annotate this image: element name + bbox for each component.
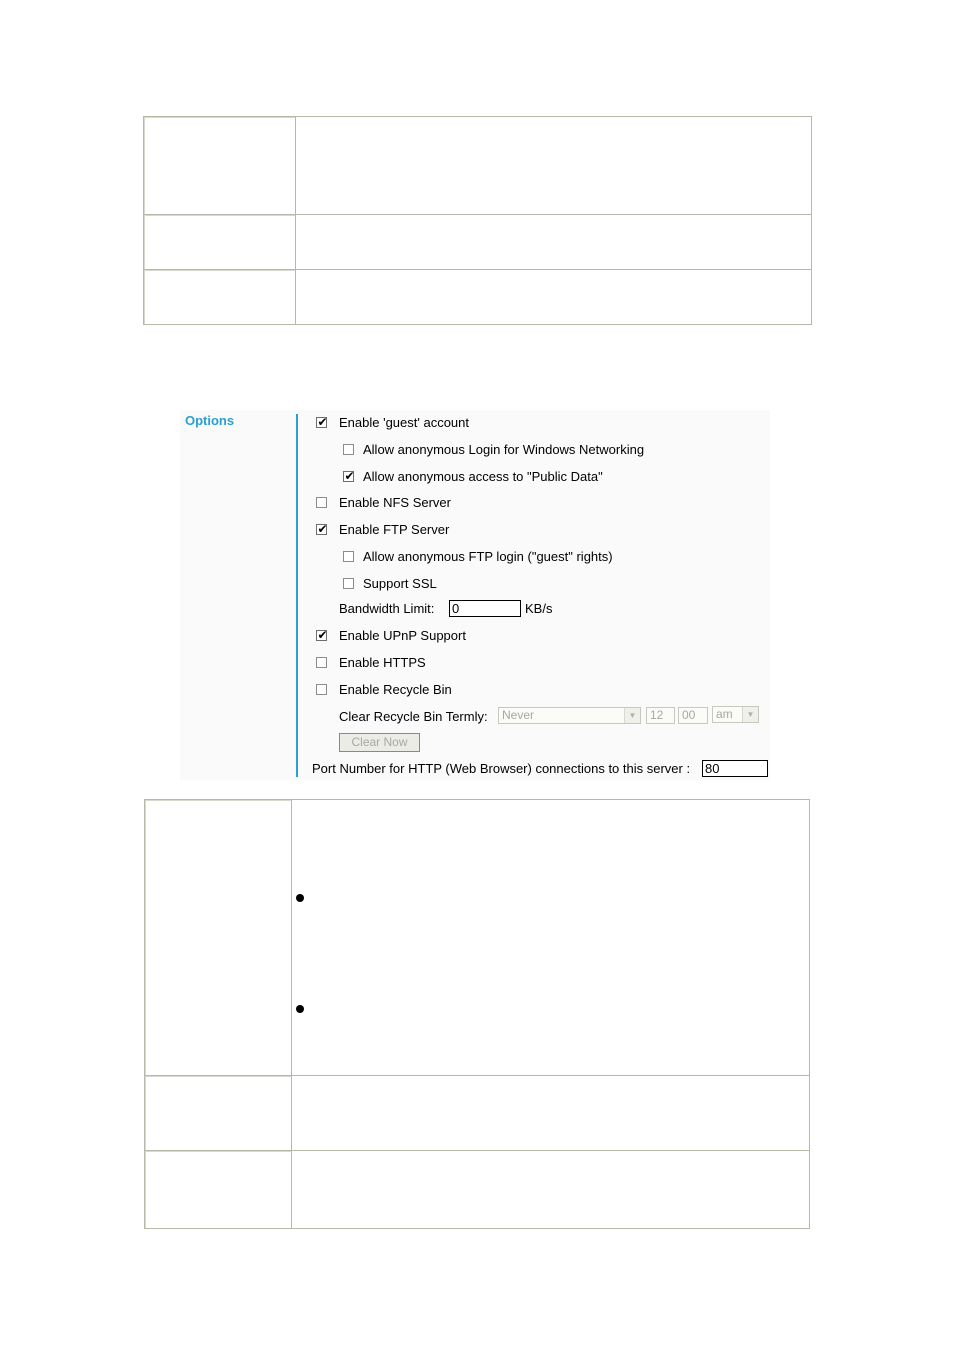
- table-cell: [296, 117, 812, 215]
- enable-upnp-checkbox[interactable]: [316, 630, 327, 641]
- check-icon: ✔: [317, 522, 328, 536]
- table-cell: [144, 215, 296, 270]
- bullet-icon: [296, 894, 304, 902]
- allow-anon-ftp-checkbox[interactable]: [343, 551, 354, 562]
- enable-ftp-label: Enable FTP Server: [339, 522, 450, 537]
- table-row: [145, 1076, 810, 1151]
- table-cell: [292, 800, 810, 1076]
- allow-anon-windows-checkbox[interactable]: [343, 444, 354, 455]
- clear-term-select[interactable]: [498, 707, 641, 724]
- allow-anon-ftp-label: Allow anonymous FTP login ("guest" rights): [363, 549, 613, 564]
- support-ssl-label: Support SSL: [363, 576, 437, 591]
- table-cell: [292, 1076, 810, 1151]
- clear-term-label: Clear Recycle Bin Termly:: [339, 709, 488, 724]
- ampm-select[interactable]: [712, 706, 759, 723]
- http-port-input[interactable]: 80: [702, 760, 768, 777]
- http-port-label: Port Number for HTTP (Web Browser) connections to this server :: [312, 761, 691, 776]
- chevron-down-icon: ▼: [624, 708, 640, 723]
- enable-upnp-label: Enable UPnP Support: [339, 628, 466, 643]
- table-cell: [296, 270, 812, 325]
- table-row: [144, 215, 812, 270]
- options-divider: [296, 414, 298, 777]
- table-row: [144, 117, 812, 215]
- bullet-icon: [296, 1005, 304, 1013]
- table-row: [145, 800, 810, 1076]
- enable-recycle-label: Enable Recycle Bin: [339, 682, 452, 697]
- table-cell: [144, 117, 296, 215]
- support-ssl-checkbox[interactable]: [343, 578, 354, 589]
- enable-recycle-checkbox[interactable]: [316, 684, 327, 695]
- options-section-label: Options: [185, 413, 235, 428]
- check-icon: ✔: [317, 415, 328, 429]
- enable-nfs-label: Enable NFS Server: [339, 495, 451, 510]
- table-cell: [145, 800, 292, 1076]
- enable-https-label: Enable HTTPS: [339, 655, 426, 670]
- allow-anon-public-checkbox[interactable]: [343, 471, 354, 482]
- clear-hour-input[interactable]: 12: [646, 707, 675, 724]
- check-icon: ✔: [344, 469, 355, 483]
- allow-anon-windows-label: Allow anonymous Login for Windows Networking: [363, 442, 645, 457]
- check-icon: ✔: [317, 628, 328, 642]
- table-row: [144, 270, 812, 325]
- clear-now-button[interactable]: Clear Now: [339, 733, 420, 752]
- table-cell: [292, 1151, 810, 1229]
- clear-minute-input[interactable]: 00: [678, 707, 708, 724]
- bandwidth-unit: KB/s: [525, 601, 553, 616]
- top-table: [143, 116, 812, 325]
- clear-term-selected: Never: [502, 708, 535, 722]
- enable-nfs-checkbox[interactable]: [316, 497, 327, 508]
- allow-anon-public-label: Allow anonymous access to "Public Data": [363, 469, 603, 484]
- bandwidth-label: Bandwidth Limit:: [339, 601, 435, 616]
- enable-guest-checkbox[interactable]: [316, 417, 327, 428]
- enable-https-checkbox[interactable]: [316, 657, 327, 668]
- table-row: [145, 1151, 810, 1229]
- table-cell: [145, 1151, 292, 1229]
- ampm-selected: am: [716, 707, 733, 721]
- chevron-down-icon: ▼: [742, 707, 758, 722]
- enable-guest-label: Enable 'guest' account: [339, 415, 469, 430]
- table-cell: [296, 215, 812, 270]
- table-cell: [145, 1076, 292, 1151]
- table-cell: [144, 270, 296, 325]
- bottom-table: [144, 799, 810, 1229]
- enable-ftp-checkbox[interactable]: [316, 524, 327, 535]
- bandwidth-input[interactable]: 0: [449, 600, 521, 617]
